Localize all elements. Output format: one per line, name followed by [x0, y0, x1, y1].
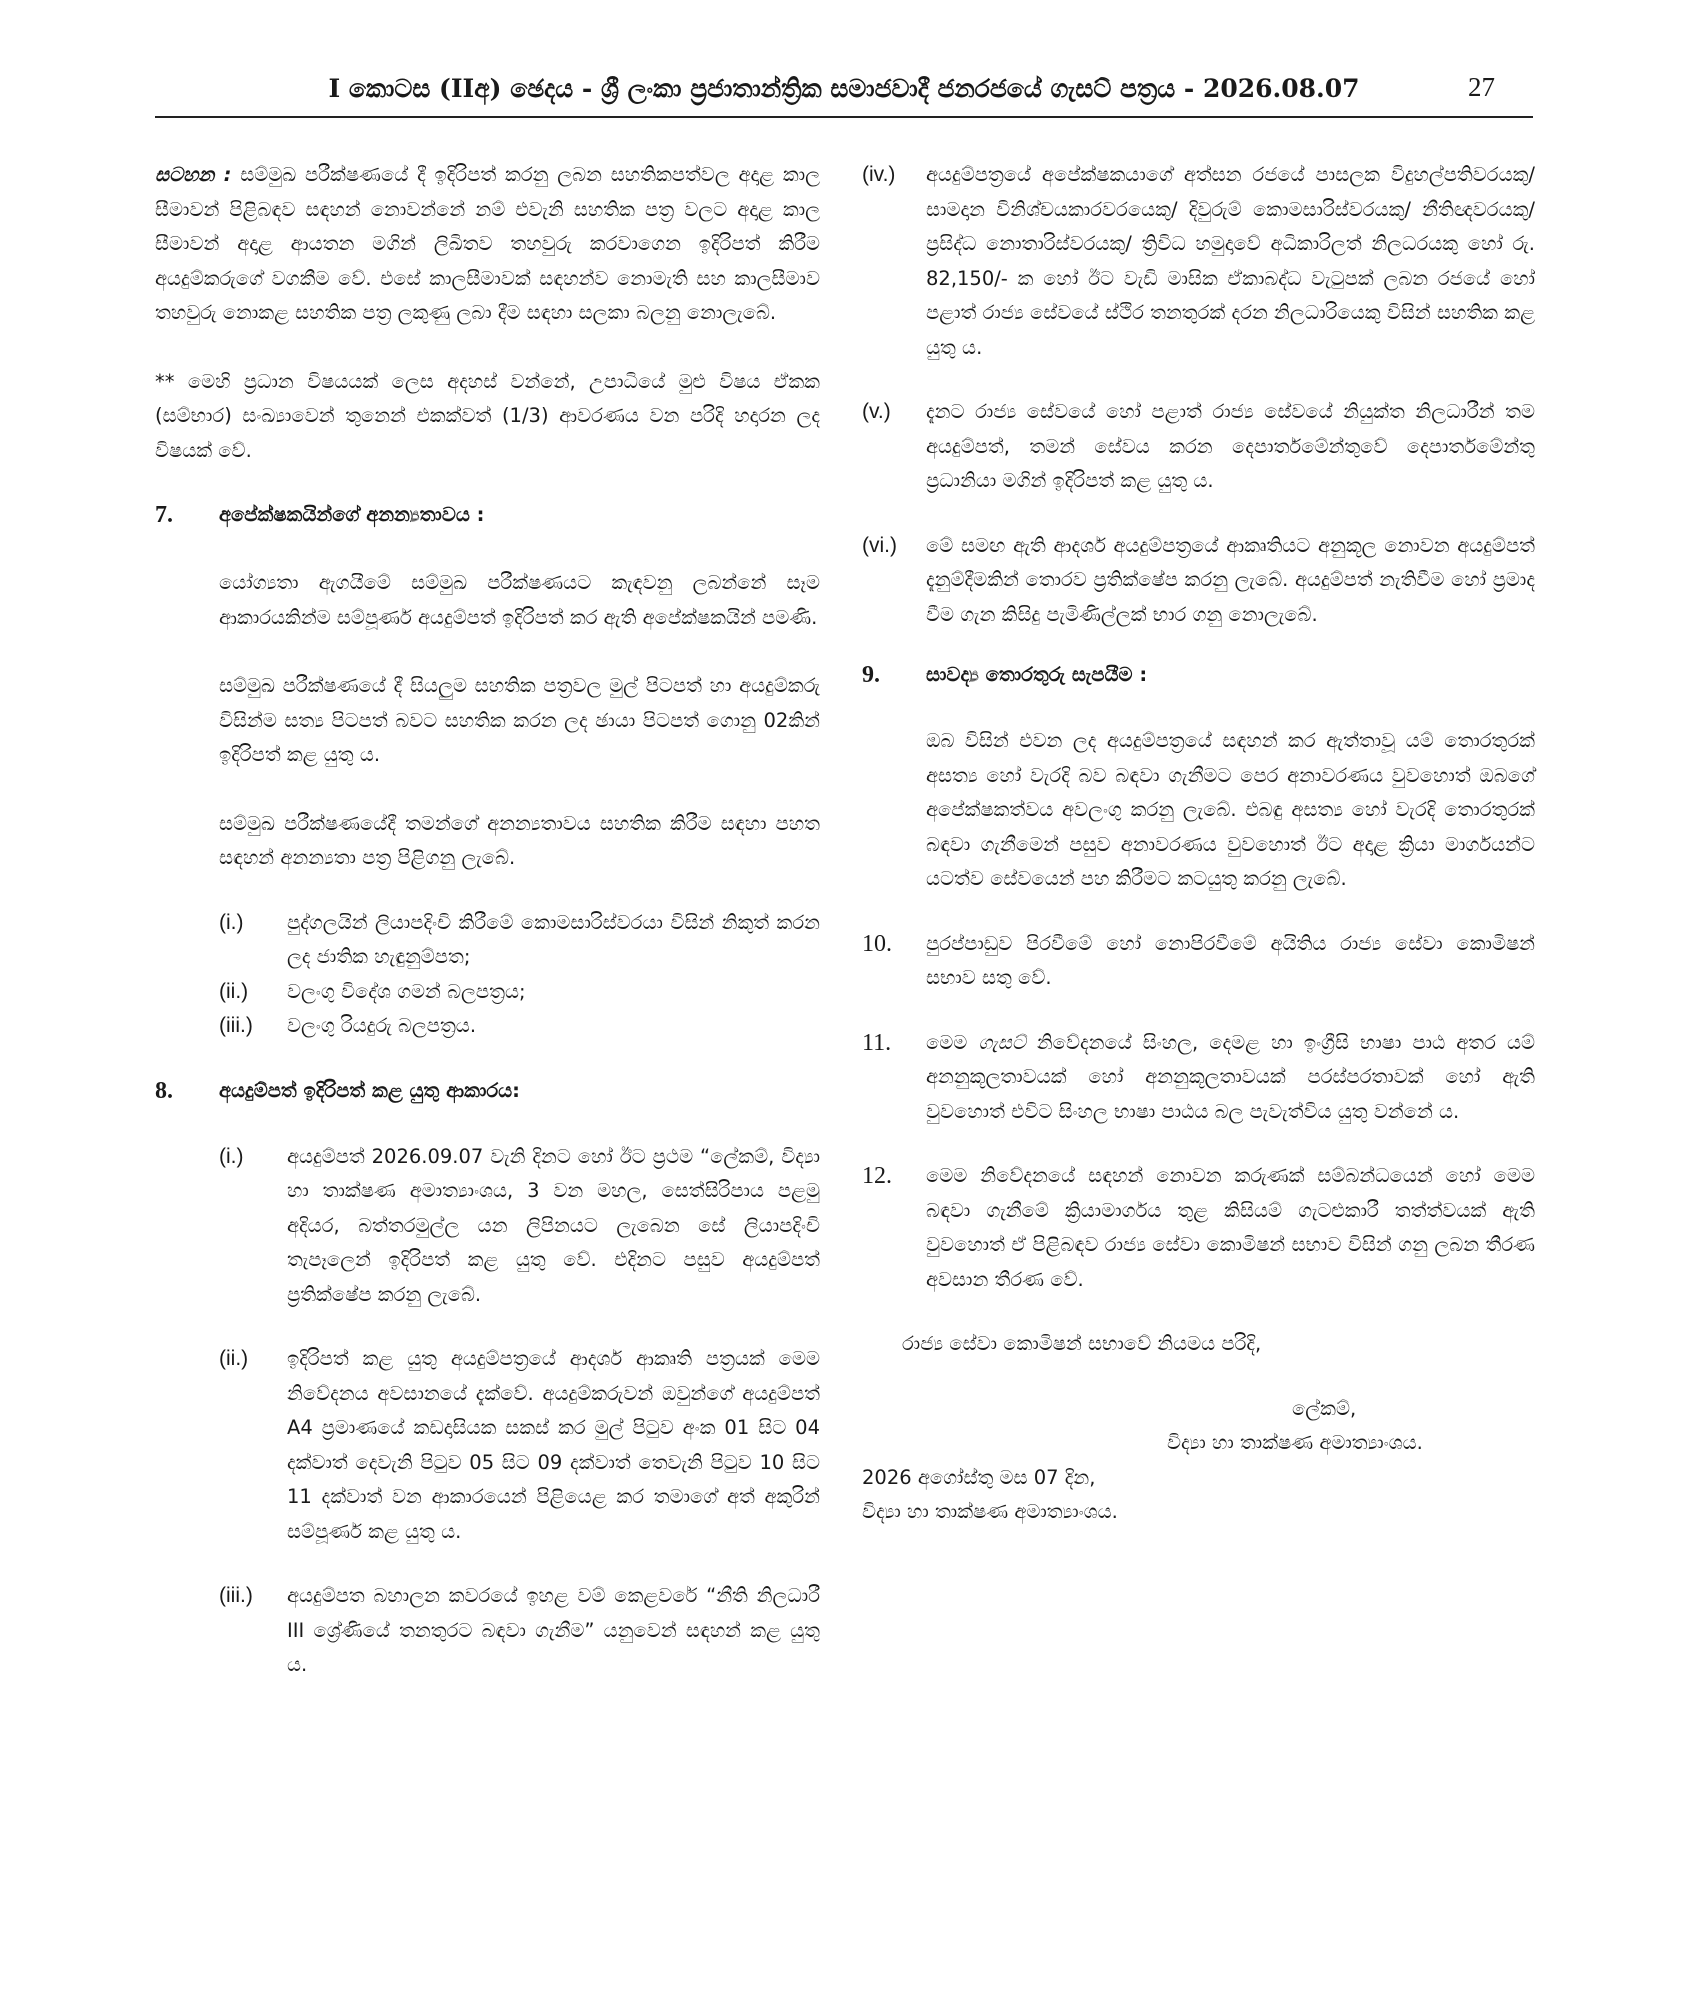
section-title: අපේක්ෂකයින්ගේ අනන්‍යතාවය : — [219, 503, 485, 526]
page-number: 27 — [1468, 72, 1495, 102]
signatory-ministry: විද්‍යා හා තාක්ෂණ අමාත්‍යාංශය. — [1167, 1431, 1423, 1454]
section-text: මෙම නිවේදනයේ සඳහන් නොවන කරුණක් සම්බන්ධයෙන් හෝ මෙම බඳවා ගැනීමේ ක්‍රියාමාර්ගය තුළ කිසියම් ගැටළුකාරී තත්ත්වයක් ඇති වුවහොත් ඒ පිළිබඳව රාජ්‍ය සේවා කොමිෂන් සභාව විසින් ගනු ලබන තීරණ අවසාන තීරණ වේ. — [926, 1164, 1535, 1291]
item-label: (iii.) — [219, 1584, 253, 1607]
section-10 — [862, 927, 1535, 996]
item-text: වලංගු රියදුරු බලපත්‍රය. — [287, 1014, 477, 1037]
paragraph: සම්මුඛ පරීක්ෂණයේ දී සියලුම සහතික පත්‍රවල මුල් පිටපත් හා අයදුම්කරු විසින්ම සත්‍ය පිටපත් බවට සහතික කරන ලද ඡායා පිටපත් ගොනු 02කින් ඉදිරිපත් කළ යුතු ය. — [219, 674, 820, 766]
list-item — [219, 1579, 820, 1683]
item-text: මේ සමඟ ඇති ආදර්ශ අයදුම්පත්‍රයේ ආකෘතියට අනුකූල නොවන අයදුම්පත් දැනුම්දීමකින් තොරව ප්‍රතික්ෂේප කරනු ලැබේ. අයදුම්පත් නැතිවීම හෝ ප්‍රමාද වීම ගැන කිසිදු පැමිණිල්ලක් භාර ගනු නොලැබේ. — [926, 533, 1535, 626]
section-title: සාවද්‍ය තොරතුරු සැපයීම : — [926, 663, 1148, 686]
signature-block — [862, 1392, 1535, 1530]
note-paragraph — [155, 158, 820, 331]
note-label: සටහන : — [155, 163, 232, 186]
list-item — [219, 906, 820, 975]
item-text: අයදුම්පත් 2026.09.07 වැනි දිනට හෝ ඊට ප්‍රථම “ලේකම්, විද්‍යා හා තාක්ෂණ අමාත්‍යාංශය, 3 වන මහල, සෙත්සිරිපාය පළමු අදියර, බත්තරමුල්ල යන ලිපිනයට ලැබෙන සේ ලියාපදිංචි තැපෑලෙන් ඉදිරිපත් කළ යුතු වේ. එදිනට පසුව අයදුම්පත් ප්‍රතික්ෂේප කරනු ලැබේ. — [287, 1144, 820, 1306]
list-item — [862, 158, 1535, 365]
section-text: පුරප්පාඩුව පිරවීමේ හෝ නොපිරවීමේ අයිතිය රාජ්‍ය සේවා කොමිෂන් සභාව සතු වේ. — [926, 931, 1535, 989]
paragraph: යෝග්‍යතා ඇගයීමේ සම්මුඛ පරීක්ෂණයට කැඳවනු ලබන්නේ සෑම ආකාරයකින්ම සම්පූර්ණ අයදුම්පත් ඉදිරිපත් කර ඇති අපේක්ෂකයින් පමණි. — [219, 571, 820, 629]
section-number: 10. — [862, 930, 892, 957]
list-item — [862, 395, 1535, 499]
text-italic: ගැසට් — [978, 1030, 1026, 1054]
section-number: 7. — [155, 502, 173, 528]
section-11 — [862, 1026, 1535, 1130]
item-text: අයදුම්පත්‍රයේ අපේක්ෂකයාගේ අත්සන රජයේ පාසලක විදුහල්පතිවරයකු/ සාමදාන විනිශ්චයකාරවරයෙකු/ දිවුරුම් කොමසාරිස්වරයකු/ නීතිඥවරයකු/ ප්‍රසිද්ධ නොතාරිස්වරයකු/ ත්‍රිවිධ හමුදාවේ අධිකාරිලත් නිලධරයකු හෝ රු. 82,150/- ක හෝ ඊට වැඩි මාසික ඒකාබද්ධ වැටුපක් ලබන රජයේ හෝ පළාත් රාජ්‍ය සේවයේ ස්ථිර තනතුරක් දරන නිලධාරියෙකු විසින් සහතික කළ යුතු ය. — [926, 163, 1535, 359]
item-label: (iv.) — [862, 163, 896, 186]
section-12 — [862, 1159, 1535, 1297]
signatory-title: ලේකම්, — [1292, 1396, 1357, 1420]
item-label: (ii.) — [219, 979, 249, 1003]
section-number: 11. — [862, 1029, 892, 1056]
section-7-heading — [155, 498, 820, 538]
item-label: (vi.) — [862, 533, 897, 557]
item-text: ඉදිරිපත් කළ යුතු අයදුම්පත්‍රයේ ආදර්ශ ආකෘති පත්‍රයක් මෙම නිවේදනය අවසානයේ දැක්වේ. අයදුම්කරුවන් ඔවුන්ගේ අයදුම්පත් A4 ප්‍රමාණයේ කඩදාසියක සකස් කර මුල් පිටුව අංක 01 සිට 04 දක්වාත් දෙවැනි පිටුව 05 සිට 09 දක්වාත් තෙවැනි පිටුව 10 සිට 11 දක්වාත් වන ආකාරයෙන් පිළියෙළ කර තමාගේ අත් අකුරින් සම්පූර්ණ කළ යුතු ය. — [287, 1347, 820, 1543]
text-post: නිවේදනයේ සිංහල, දෙමළ හා ඉංග්‍රීසි භාෂා පාඨ අතර යම් අනනුකූලතාවයක් හෝ අනනුකූලතාවයක් පරස්පරතාවක් හෝ ඇති වුවහොත් එවිට සිංහල භාෂා පාඨය බල පැවැත්විය යුතු වන්නේ ය. — [926, 1030, 1535, 1123]
section-text — [926, 1026, 1535, 1130]
item-label: (i.) — [219, 1144, 244, 1168]
section-8-heading — [155, 1074, 820, 1114]
list-item — [862, 529, 1535, 633]
item-label: (v.) — [862, 400, 891, 423]
left-column — [155, 158, 820, 1683]
note-text: සම්මුඛ පරීක්ෂණයේ දී ඉදිරිපත් කරනු ලබන සහතිකපත්වල අදාළ කාල සීමාවන් පිළිබඳව සඳහන් නොවන්නේ නම් එවැනි සහතික පත්‍ර වලට අදාළ කාල සීමාවන් අදාළ ආයතන මගින් ලිඛිතව තහවුරු කරවාගෙන ඉදිරිපත් කිරීම අයදුම්කරුගේ වගකීම වේ. එසේ කාලසීමාවක් සඳහන්ව නොමැති සහ කාලසීමාව තහවුරු නොකළ සහතික පත්‍ර ලකුණු ලබා දීම සඳහා සලකා බලනු නොලැබේ. — [155, 163, 820, 324]
item-label: (iii.) — [219, 1014, 253, 1037]
item-text: වලංගු විදේශ ගමන් බලපත්‍රය; — [287, 979, 526, 1003]
section-7-body — [219, 566, 820, 1044]
list-item — [219, 1342, 820, 1549]
section-number: 9. — [862, 662, 880, 688]
signature-date: 2026 අගෝස්තු මස 07 දින, — [862, 1465, 1096, 1489]
page-header — [155, 70, 1533, 118]
section-8-body — [219, 1140, 820, 1683]
footnote: ** මෙහි ප්‍රධාන විෂයයක් ලෙස අදහස් වන්නේ, උපාධියේ මුළු විෂය ඒකක (සම්භාර) සංඛ්‍යාවෙන් තුනෙන් එකක්වත් (1/3) ආවරණය වන පරිදි හදාරන ලද විෂයක් වේ. — [155, 369, 820, 462]
list-item — [219, 1140, 820, 1313]
text-pre: මෙම — [926, 1030, 979, 1054]
id-document-list — [219, 906, 820, 1044]
item-text: දැනට රාජ්‍ය සේවයේ හෝ පළාත් රාජ්‍ය සේවයේ නියුක්ත නිලධාරීන් තම අයදුම්පත්, තමන් සේවය කරන දෙපාර්තමේන්තුවේ දෙපාර්තමේන්තු ප්‍රධානියා මගින් ඉදිරිපත් කළ යුතු ය. — [926, 400, 1535, 492]
section-number: 12. — [862, 1163, 892, 1189]
item-text: අයදුම්පත බහාලන කවරයේ ඉහළ වම් කෙළවරේ “නීති නිලධාරී III ශ්‍රේණියේ තනතුරට බඳවා ගැනීම” යනුවෙන් සඳහන් කළ යුතු ය. — [287, 1584, 820, 1676]
continued-list — [862, 158, 1535, 632]
right-column — [862, 158, 1535, 1530]
list-item — [219, 1009, 820, 1044]
item-text: පුද්ගලයින් ලියාපදිංචි කිරීමේ කොමසාරිස්වරයා විසින් නිකුත් කරන ලද ජාතික හැඳුනුම්පත; — [287, 910, 820, 968]
list-item — [219, 975, 820, 1010]
section-title: අයදුම්පත් ඉදිරිපත් කළ යුතු ආකාරය: — [219, 1078, 520, 1102]
item-label: (i.) — [219, 910, 244, 934]
section-number: 8. — [155, 1077, 173, 1104]
item-label: (ii.) — [219, 1347, 249, 1370]
signature-place: විද්‍යා හා තාක්ෂණ අමාත්‍යාංශය. — [862, 1500, 1118, 1523]
section-9-heading — [862, 658, 1535, 698]
gazette-header-title: I කොටස (IIඅ) ඡෙදය - ශ්‍රී ලංකා ප්‍රජාතාන්ත්‍රික සමාජවාදී ජනරජයේ ගැසට් පත්‍රය - 2026.08.07 — [328, 74, 1360, 103]
closing-line: රාජ්‍ය සේවා කොමිෂන් සභාවේ නියමය පරිදි, — [902, 1332, 1262, 1355]
paragraph: සම්මුඛ පරීක්ෂණයේදී තමන්ගේ අනන්‍යතාවය සහතික කිරීම සඳහා පහත සඳහන් අනන්‍යතා පත්‍ර පිළිගනු ලැබේ. — [219, 811, 820, 869]
section-9-text: ඔබ විසින් එවන ලද අයදුම්පත්‍රයේ සඳහන් කර ඇත්තාවූ යම් තොරතුරක් අසත්‍ය හෝ වැරදි බව බඳවා ගැනීමට පෙර අනාවරණය වුවහොත් ඔබගේ අපේක්ෂකත්වය අවලංගු කරනු ලැබේ. එබඳු අසත්‍ය හෝ වැරදි තොරතුරක් බඳවා ගැනීමෙන් පසුව අනාවරණය වුවහොත් ඊට අදාළ ක්‍රියා මාර්ගයන්ට යටත්ව සේවයෙන් පහ කිරීමට කටයුතු කරනු ලැබේ. — [926, 729, 1535, 890]
